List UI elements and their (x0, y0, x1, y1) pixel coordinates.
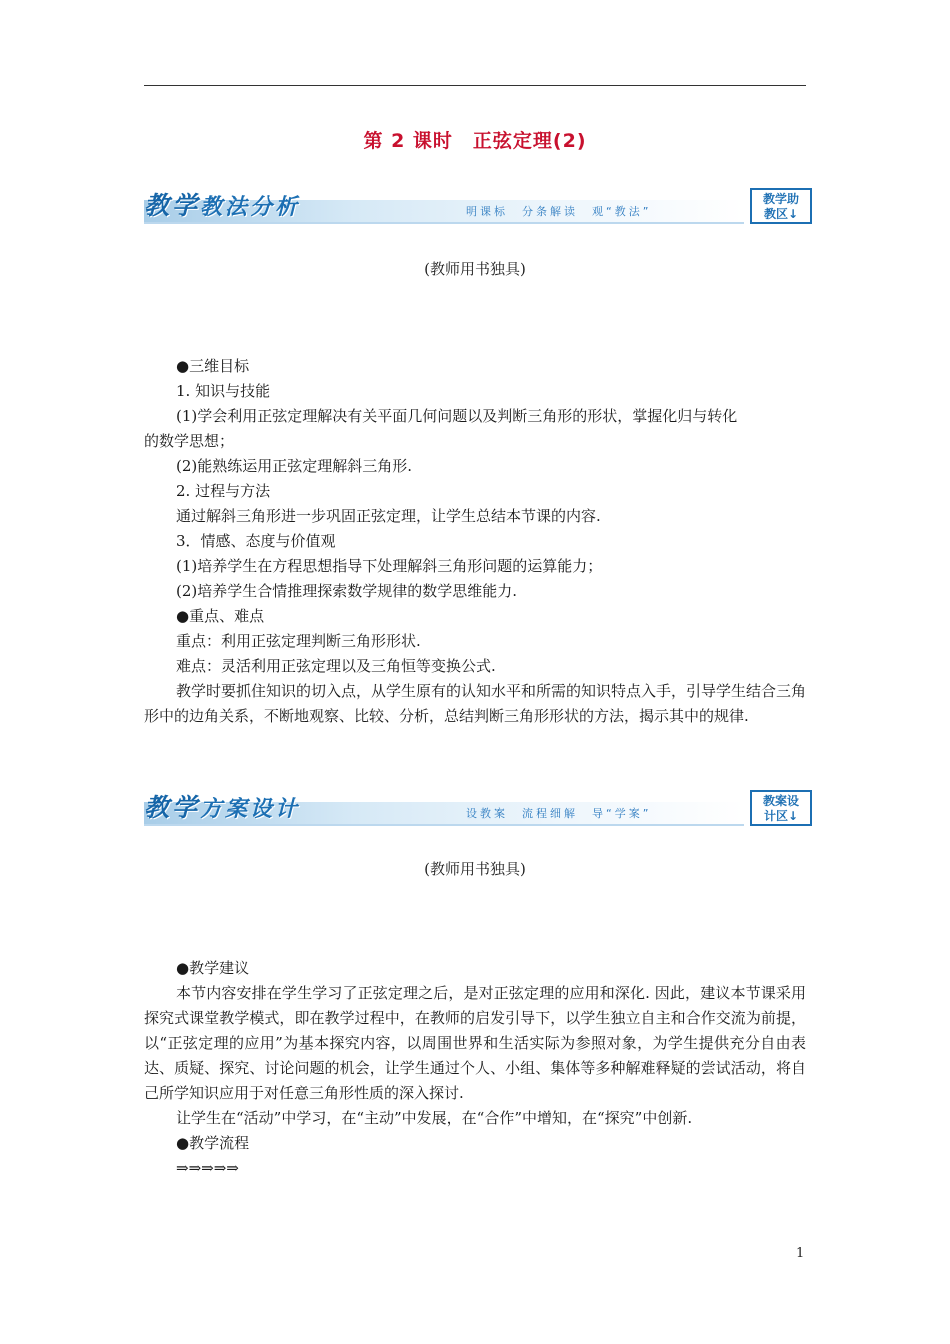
badge-line: 计区↓ (763, 809, 799, 823)
banner-heading-char: 学 (172, 191, 201, 220)
banner-heading (144, 792, 300, 824)
badge-line: 教案设 (762, 794, 799, 808)
difficult-point: 难点：灵活利用正弦定理以及三角恒等变换公式. (176, 657, 496, 675)
bullet-heading: ●三维目标 (176, 357, 250, 375)
section-goals (144, 354, 806, 729)
bullet-heading: ●教学流程 (176, 1134, 250, 1152)
badge-line: 教区↓ (763, 207, 799, 221)
teacher-only-note: (教师用书独具) (424, 260, 526, 278)
banner-slogan: 设教案 流程细解 导“学案” (466, 807, 652, 820)
subheading: 1. 知识与技能 (176, 382, 271, 400)
bullet-heading: ●教学建议 (176, 959, 250, 977)
paragraph: 教学时要抓住知识的切入点，从学生原有的认知水平和所需的知识特点入手，引导学生结合三角形中的边角关系，不断地观察、比较、分析，总结判断三角形形状的方法，揭示其中的规律. (144, 682, 807, 725)
page-title: 第 2 课时 正弦定理(2) (363, 130, 587, 152)
list-item-continued: 的数学思想； (144, 432, 235, 450)
subheading: 3．情感、态度与价值观 (176, 532, 336, 550)
banner-heading (144, 190, 300, 222)
list-item: (1)学会利用正弦定理解决有关平面几何问题以及判断三角形的形状，掌握化归与转化 (176, 407, 738, 425)
key-point: 重点：利用正弦定理判断三角形形状. (176, 632, 421, 650)
banner-slogan: 明课标 分条解读 观“教法” (466, 205, 652, 218)
paragraph: 通过解斜三角形进一步巩固正弦定理，让学生总结本节课的内容. (176, 507, 601, 525)
section-banner-plan-design (144, 790, 814, 830)
page-number: 1 (796, 1246, 805, 1261)
banner-heading-rest: 方案设计 (200, 796, 301, 822)
list-item: (2)培养学生合情推理探索数学规律的数学思维能力. (176, 582, 518, 600)
section-banner-teaching-analysis (144, 188, 814, 228)
teacher-only-note: (教师用书独具) (424, 860, 526, 878)
top-rule (144, 85, 806, 86)
zone-badge (750, 188, 812, 224)
subheading: 2. 过程与方法 (176, 482, 271, 500)
badge-line: 教学助 (762, 192, 799, 206)
paragraph: 本节内容安排在学生学习了正弦定理之后，是对正弦定理的应用和深化. 因此，建议本节课采用探究式课堂教学模式，即在教学过程中，在教师的启发引导下，以学生独立自主和合作交流为前提，以“正弦定理的应用”为基本探究内容，以周围世界和生活实际为参照对象，为学生提供充分自由表达、质疑、探究、讨论问题的机会，让学生通过个人、小组、集体等多种解难释疑的尝试活动，将自己所学知识应用于对任意三角形性质的深入探讨. (144, 984, 806, 1102)
list-item: (2)能熟练运用正弦定理解斜三角形. (176, 457, 413, 475)
section-suggestions (144, 956, 806, 1181)
list-item: (1)培养学生在方程思想指导下处理解斜三角形问题的运算能力； (176, 557, 603, 575)
paragraph: 让学生在“活动”中学习，在“主动”中发展，在“合作”中增知，在“探究”中创新. (176, 1109, 693, 1127)
banner-heading-char: 学 (172, 793, 201, 822)
flow-arrows: ⇒⇒⇒⇒⇒ (176, 1159, 239, 1177)
banner-heading-rest: 教法分析 (200, 194, 301, 220)
banner-heading-char: 教 (144, 793, 173, 822)
banner-heading-char: 教 (144, 191, 173, 220)
bullet-heading: ●重点、难点 (176, 607, 265, 625)
zone-badge (750, 790, 812, 826)
